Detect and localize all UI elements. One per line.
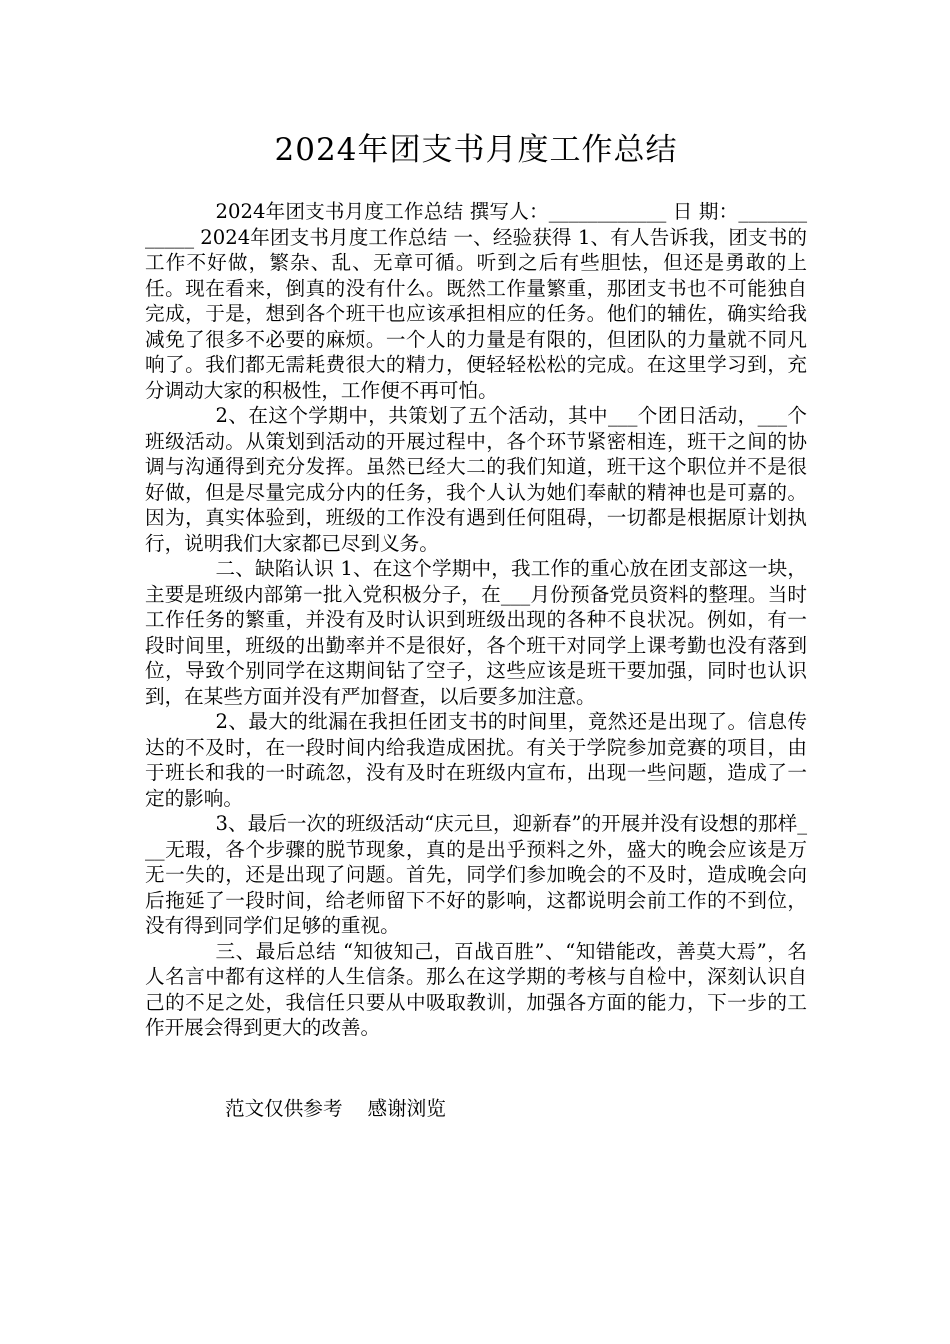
paragraph-5: 3、最后一次的班级活动“庆元旦，迎新春”的开展并没有设想的那样___无瑕，各个步骤的脱节现象，真的是出乎预料之外，盛大的晚会应该是万无一失的，还是出现了问题。首先，同学们参加晚会的不及时，造成晚会向后拖延了一段时间，给老师留下不好的影响，这都说明会前工作的不到位，没有得到同学们足够的重视。 (145, 812, 807, 937)
paragraph-3: 二、缺陷认识 1、在这个学期中，我工作的重心放在团支部这一块，主要是班级内部第一批入党积极分子，在___月份预备党员资料的整理。当时工作任务的繁重，并没有及时认识到班级出现的各种不良状况。例如，有一段时间里，班级的出勤率并不是很好，各个班干对同学上课考勤也没有落到位，导致个别同学在这期间钻了空子，这些应该是班干要加强，同时也认识到，在某些方面并没有严加督查，以后要多加注意。 (145, 557, 807, 708)
document-title: 2024年团支书月度工作总结 (274, 132, 678, 168)
paragraph-1: 2024年团支书月度工作总结 撰写人：____________ 日 期：____________ 2024年团支书月度工作总结 一、经验获得 1、有人告诉我，团支书的工作不好做，繁杂、乱、无章可循。听到之后有些胆怯，但还是勇敢的上任。现在看来，倒真的没有什么。既然工作量繁重，那团支书也不可能独自完成，于是，想到各个班干也应该承担相应的任务。他们的辅佐，确实给我减免了很多不必要的麻烦。一个人的力量是有限的，但团队的力量就不同凡响了。我们都无需耗费很大的精力，便轻轻松松的完成。在这里学习到，充分调动大家的积极性，工作便不再可怕。 (145, 200, 807, 402)
paragraph-6: 三、最后总结 “知彼知己，百战百胜”、“知错能改，善莫大焉”，名人名言中都有这样的人生信条。那么在这学期的考核与自检中，深刻认识自己的不足之处，我信任只要从中吸取教训，加强各方面的能力，下一步的工作开展会得到更大的改善。 (145, 939, 807, 1039)
paragraph-2: 2、在这个学期中，共策划了五个活动，其中___个团日活动，___个班级活动。从策划到活动的开展过程中，各个环节紧密相连，班干之间的协调与沟通得到充分发挥。虽然已经大二的我们知道，班干这个职位并不是很好做，但是尽量完成分内的任务，我个人认为她们奉献的精神也是可嘉的。因为，真实体验到，班级的工作没有遇到任何阻碍，一切都是根据原计划执行，说明我们大家都已尽到义务。 (145, 404, 807, 555)
document-body (145, 199, 807, 1041)
footer-note: 范文仅供参考 感谢浏览 (225, 1097, 446, 1120)
paragraph-4: 2、最大的纰漏在我担任团支书的时间里，竟然还是出现了。信息传达的不及时，在一段时间内给我造成困扰。有关于学院参加竞赛的项目，由于班长和我的一时疏忽，没有及时在班级内宣布，出现一些问题，造成了一定的影响。 (145, 710, 807, 810)
